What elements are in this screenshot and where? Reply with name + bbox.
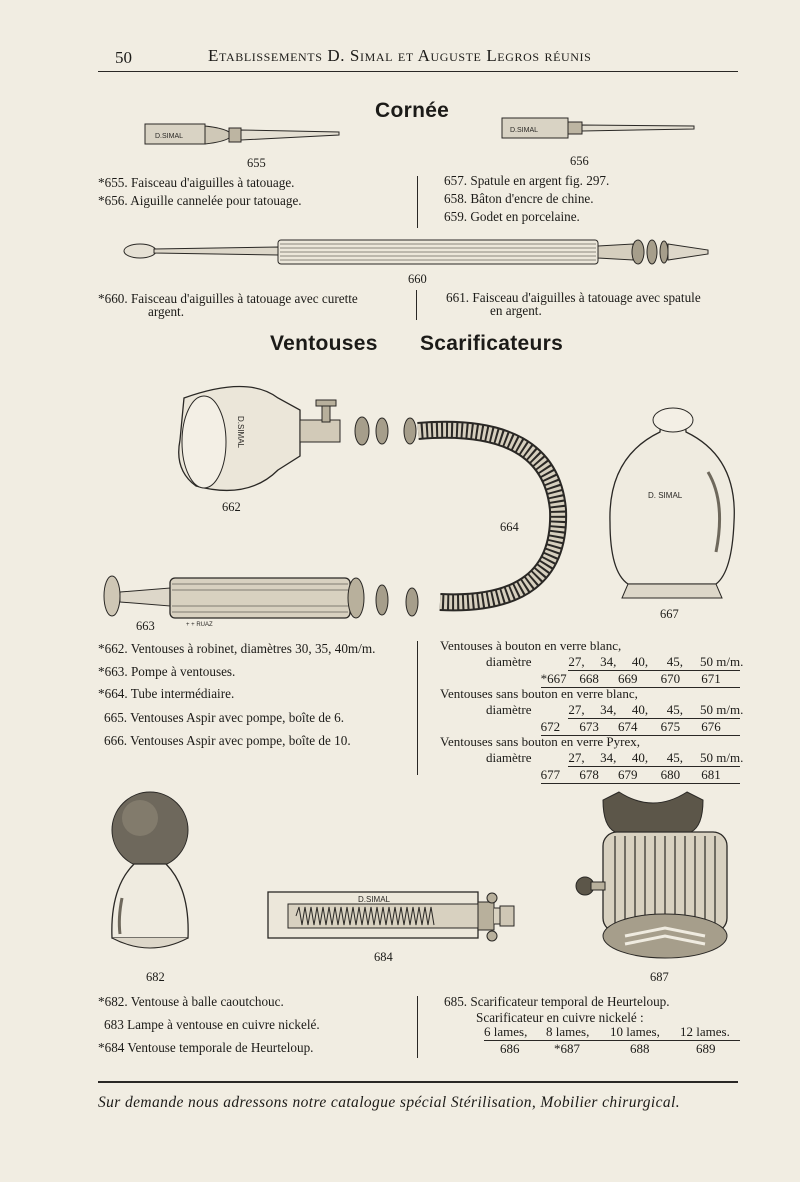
bulb-label: D. SIMAL: [648, 491, 683, 500]
table-verre-pyrex: [440, 734, 744, 784]
figure-number-662: 662: [222, 500, 241, 514]
item-661-line1: 661. Faisceau d'aiguilles à tatouage avec spatule: [446, 290, 701, 305]
lame-count: 12 lames.: [680, 1024, 740, 1041]
table-diam: 34,: [600, 654, 632, 671]
figure-number-664: 664: [500, 520, 519, 534]
item-666: 666. Ventouses Aspir avec pompe, boîte de 10.: [104, 733, 351, 748]
item-660-line2: argent.: [148, 304, 185, 319]
item-663: *663. Pompe à ventouses.: [98, 664, 236, 679]
illustration-instrument-660: [118, 232, 713, 272]
table-ref: 681: [701, 767, 740, 784]
illustration-cupping-apparatus: [100, 370, 570, 632]
table-ref: *667: [541, 671, 580, 688]
cup-label: D.SIMAL: [236, 416, 245, 449]
table-diam: 45,: [667, 702, 700, 719]
figure-number-655: 655: [247, 156, 266, 170]
figure-number-684: 684: [374, 950, 393, 964]
table-diam: 45,: [667, 654, 700, 671]
column-divider: [417, 176, 418, 228]
table-ref: 677: [541, 767, 580, 784]
table-ref: 680: [661, 767, 702, 784]
lame-ref: 686: [500, 1041, 520, 1056]
column-divider-2: [416, 290, 417, 320]
table-verre-blanc-sans-bouton: [440, 686, 744, 736]
table-title: Ventouses sans bouton en verre blanc,: [440, 686, 638, 701]
item-655: *655. Faisceau d'aiguilles à tatouage.: [98, 175, 295, 190]
table-diam: 34,: [600, 702, 632, 719]
lame-ref: *687: [554, 1041, 580, 1056]
section-title-ventouses: Ventouses: [270, 332, 378, 355]
figure-number-687: 687: [650, 970, 669, 984]
figure-number-667: 667: [660, 607, 679, 621]
table-ref: 674: [618, 719, 661, 736]
table-title: Ventouses à bouton en verre blanc,: [440, 638, 622, 653]
lame-ref: 689: [696, 1041, 716, 1056]
item-662: *662. Ventouses à robinet, diamètres 30, 35, 40m/m.: [98, 641, 376, 656]
figure-number-660: 660: [408, 272, 427, 286]
table-diam: 40,: [632, 702, 667, 719]
illustration-glass-cup-667: [598, 402, 748, 607]
engraved-label-656: D.SIMAL: [510, 127, 539, 134]
section-title-scarificateurs: Scarificateurs: [420, 332, 564, 355]
table-label: diamètre: [486, 654, 532, 669]
table-diam: 40,: [632, 654, 667, 671]
item-656: *656. Aiguille cannelée pour tatouage.: [98, 193, 302, 208]
table-ref: 678: [579, 767, 618, 784]
table-ref: 671: [701, 671, 740, 688]
table-label: diamètre: [486, 702, 532, 717]
table-ref: 669: [618, 671, 661, 688]
page-number: 50: [115, 48, 132, 67]
column-divider-3: [417, 641, 418, 775]
engraved-label-655: D.SIMAL: [155, 133, 184, 140]
footer-rule: [98, 1081, 738, 1083]
item-659: 659. Godet en porcelaine.: [444, 209, 580, 224]
item-660-line1: *660. Faisceau d'aiguilles à tatouage avec curette: [98, 291, 358, 306]
figure-number-682: 682: [146, 970, 165, 984]
table-diam: 27,: [568, 750, 600, 767]
table-diam: 27,: [568, 654, 600, 671]
table-ref: 673: [579, 719, 618, 736]
table-diam: 34,: [600, 750, 632, 767]
figure-number-656: 656: [570, 154, 589, 168]
table-ref: 676: [701, 719, 740, 736]
table-diam: 45,: [667, 750, 700, 767]
item-664: *664. Tube intermédiaire.: [98, 686, 235, 701]
table-ref: 675: [661, 719, 702, 736]
item-685: 685. Scarificateur temporal de Heurteloup.: [444, 994, 670, 1009]
table-ref: 679: [618, 767, 661, 784]
item-683: 683 Lampe à ventouse en cuivre nickelé.: [104, 1017, 320, 1032]
table-lames: [484, 1024, 740, 1057]
scarificator-title: Scarificateur en cuivre nickelé :: [476, 1010, 644, 1025]
table-diam: 40,: [632, 750, 667, 767]
tube-label: D.SIMAL: [358, 895, 391, 904]
item-657: 657. Spatule en argent fig. 297.: [444, 173, 610, 188]
item-661-line2: en argent.: [490, 303, 542, 318]
item-682: *682. Ventouse à balle caoutchouc.: [98, 994, 284, 1009]
illustration-scarificator-687: [573, 786, 735, 970]
illustration-temporal-cup-684: [266, 886, 520, 946]
lame-count: 6 lames,: [484, 1024, 546, 1041]
item-684: *684 Ventouse temporale de Heurteloup.: [98, 1040, 314, 1055]
footer-note: Sur demande nous adressons notre catalogue spécial Stérilisation, Mobilier chirurgical.: [98, 1094, 680, 1111]
lame-count: 10 lames,: [610, 1024, 680, 1041]
illustration-rubber-ball-cup-682: [100, 788, 200, 963]
table-title: Ventouses sans bouton en verre Pyrex,: [440, 734, 641, 749]
running-header: Etablissements D. Simal et Auguste Legros réunis: [208, 46, 592, 65]
table-ref: 672: [541, 719, 580, 736]
item-658: 658. Bâton d'encre de chine.: [444, 191, 594, 206]
table-diam: 50 m/m.: [699, 654, 744, 669]
table-ref: 668: [579, 671, 618, 688]
table-diam: 50 m/m.: [699, 702, 744, 717]
table-ref: 670: [661, 671, 702, 688]
table-diam: 50 m/m.: [699, 750, 744, 765]
lame-count: 8 lames,: [546, 1024, 610, 1041]
pump-mark: + + RUAZ: [186, 622, 213, 628]
item-665: 665. Ventouses Aspir avec pompe, boîte de 6.: [104, 710, 345, 725]
section-title-cornee: Cornée: [375, 99, 450, 122]
figure-number-663: 663: [136, 619, 155, 633]
column-divider-4: [417, 996, 418, 1058]
illustration-needle-656: [500, 110, 700, 144]
table-diam: 27,: [568, 702, 600, 719]
illustration-needle-655: [143, 116, 343, 150]
table-label: diamètre: [486, 750, 532, 765]
lame-ref: 688: [630, 1041, 650, 1056]
header-rule: [98, 71, 738, 72]
table-verre-blanc-bouton: [440, 638, 744, 688]
